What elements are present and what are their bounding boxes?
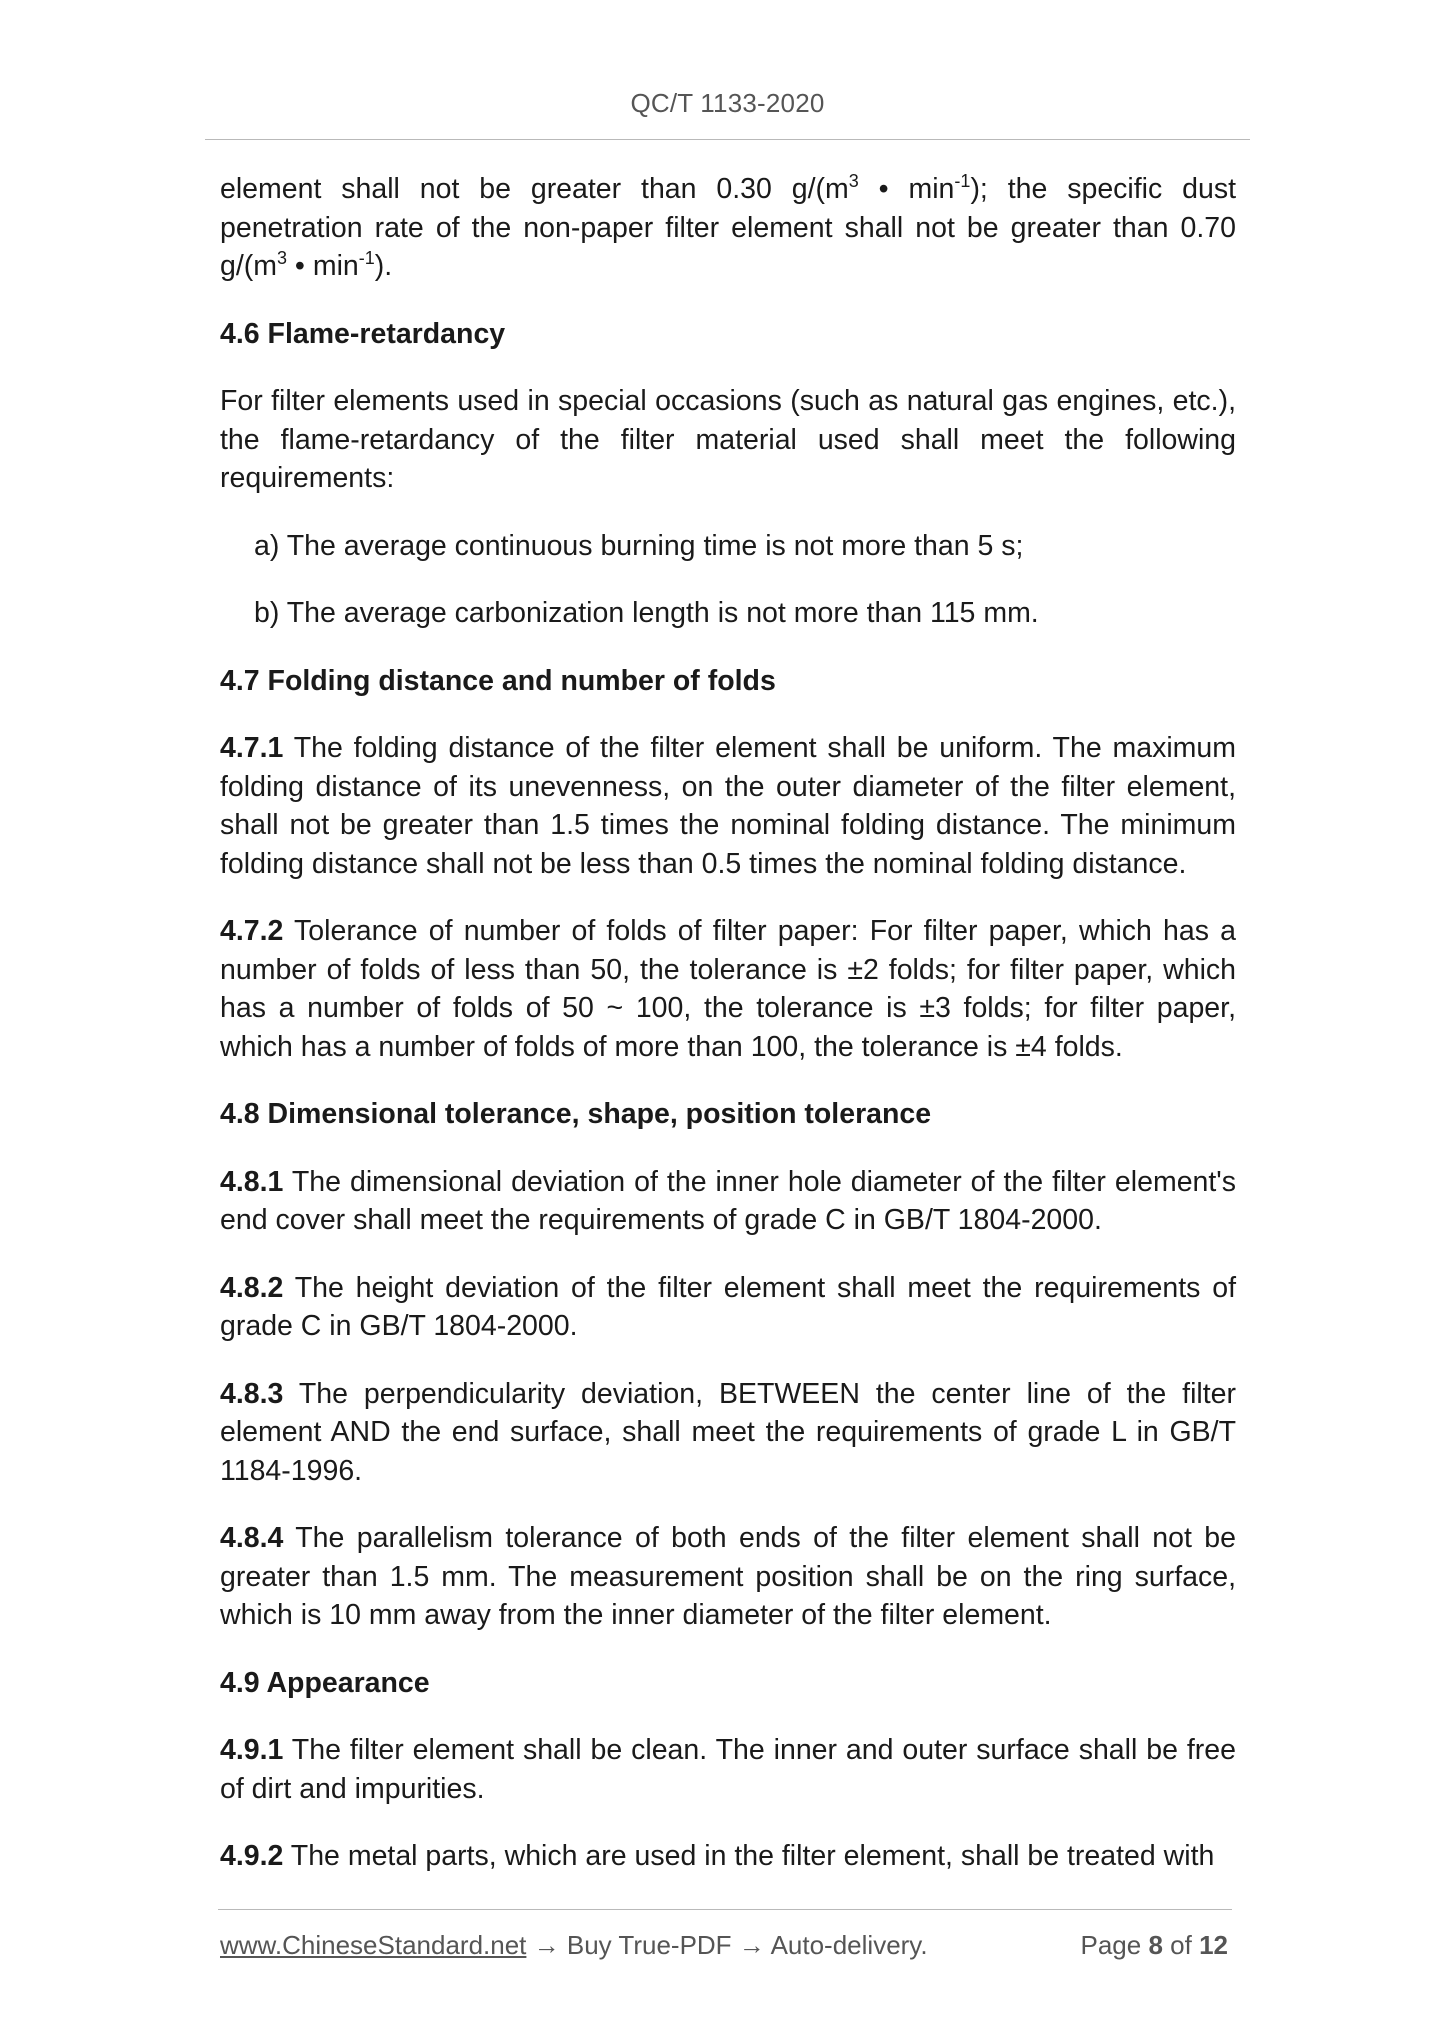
clause-4-8-3 [220,1375,1236,1491]
clause-number: 4.7.1 [220,732,284,764]
clause-4-7-2 [220,912,1236,1066]
continuation-text-2: • min [858,173,955,205]
list-item-b: b) The average carbonization length is not more than 115 mm. [254,597,1039,629]
superscript-3: 3 [277,248,288,268]
clause-text: The dimensional deviation of the inner hole diameter of the filter element's end cover shall meet the requirements of grade C in GB/T 1804-2000. [220,1165,1236,1236]
clause-text: Tolerance of number of folds of filter paper: For filter paper, which has a number of folds of less than 50, the tolerance is ±2 folds; for filter paper, which has a number of folds of 50 ~ 100, the tolerance is ±3 folds; for filter paper, which has a number of folds of more than 100, the tolerance is ±4 folds. [220,915,1236,1063]
clause-number: 4.8.3 [220,1377,284,1410]
clause-number: 4.8.2 [220,1271,284,1304]
continuation-text-4: • min [287,250,359,282]
website-link[interactable]: www.ChineseStandard.net [220,1930,527,1960]
clause-4-9-1 [220,1731,1236,1808]
continuation-paragraph [220,170,1236,286]
footer-tagline: → Buy True-PDF → Auto-delivery. [526,1930,928,1960]
clause-number: 4.9.1 [220,1734,284,1766]
continuation-text-5: ). [374,250,393,282]
document-body [220,170,1236,1905]
page-word: Page [1080,1930,1142,1960]
footer-divider [218,1909,1232,1910]
continuation-text-1: element shall not be greater than 0.30 g/(m [220,173,849,205]
clause-text: The metal parts, which are used in the filter element, shall be treated with [283,1840,1215,1872]
clause-text: The filter element shall be clean. The inner and outer surface shall be free of dirt and impurities. [220,1734,1236,1805]
clause-4-8-2 [220,1269,1236,1346]
superscript-minus-1: -1 [358,248,375,268]
total-page-number: 12 [1199,1930,1228,1960]
superscript-minus-1: -1 [954,171,971,191]
clause-number: 4.7.2 [220,915,284,947]
clause-text: The height deviation of the filter element shall meet the requirements of grade C in GB/T 1804-2000. [220,1271,1236,1342]
section-heading-4-6: 4.6 Flame-retardancy [220,317,506,350]
clause-4-8-4 [220,1519,1236,1635]
clause-4-9-2 [220,1837,1236,1876]
of-word: of [1170,1930,1192,1960]
clause-number: 4.8.1 [220,1165,284,1198]
header-divider [205,139,1250,140]
clause-text: The perpendicularity deviation, BETWEEN the center line of the filter element AND the end surface, shall meet the requirements of grade L in GB/T 1184-1996. [220,1377,1236,1487]
clause-text: The parallelism tolerance of both ends of the filter element shall not be greater than 1.5 mm. The measurement position shall be on the ring surface, which is 10 mm away from the inner diameter of the filter element. [220,1522,1236,1631]
list-item-a: a) The average continuous burning time is not more than 5 s; [254,529,1024,562]
clause-number: 4.8.4 [220,1522,284,1554]
clause-4-7-1 [220,729,1236,883]
running-header: QC/T 1133-2020 [630,88,825,118]
clause-text: The folding distance of the filter element shall be uniform. The maximum folding distance of its unevenness, on the outer diameter of the filter element, shall not be greater than 1.5 times the nominal folding distance. The minimum folding distance shall not be less than 0.5 times the nominal folding distance. [220,732,1236,880]
clause-4-8-1 [220,1163,1236,1240]
page-indicator [1080,1930,1228,1961]
section-4-6-intro: For filter elements used in special occasions (such as natural gas engines, etc.), the flame-retardancy of the filter material used shall meet the following requirements: [220,385,1236,494]
section-heading-4-7: 4.7 Folding distance and number of folds [220,664,776,697]
current-page-number: 8 [1148,1930,1163,1960]
section-heading-4-9: 4.9 Appearance [220,1666,430,1699]
superscript-3: 3 [848,171,859,191]
section-heading-4-8: 4.8 Dimensional tolerance, shape, position tolerance [220,1098,932,1130]
clause-number: 4.9.2 [220,1840,284,1872]
continuation-text-3: ); the specific dust penetration rate of the non-paper filter element shall not be greater than 0.70 g/(m [220,173,1237,282]
footer-promo [220,1930,928,1961]
